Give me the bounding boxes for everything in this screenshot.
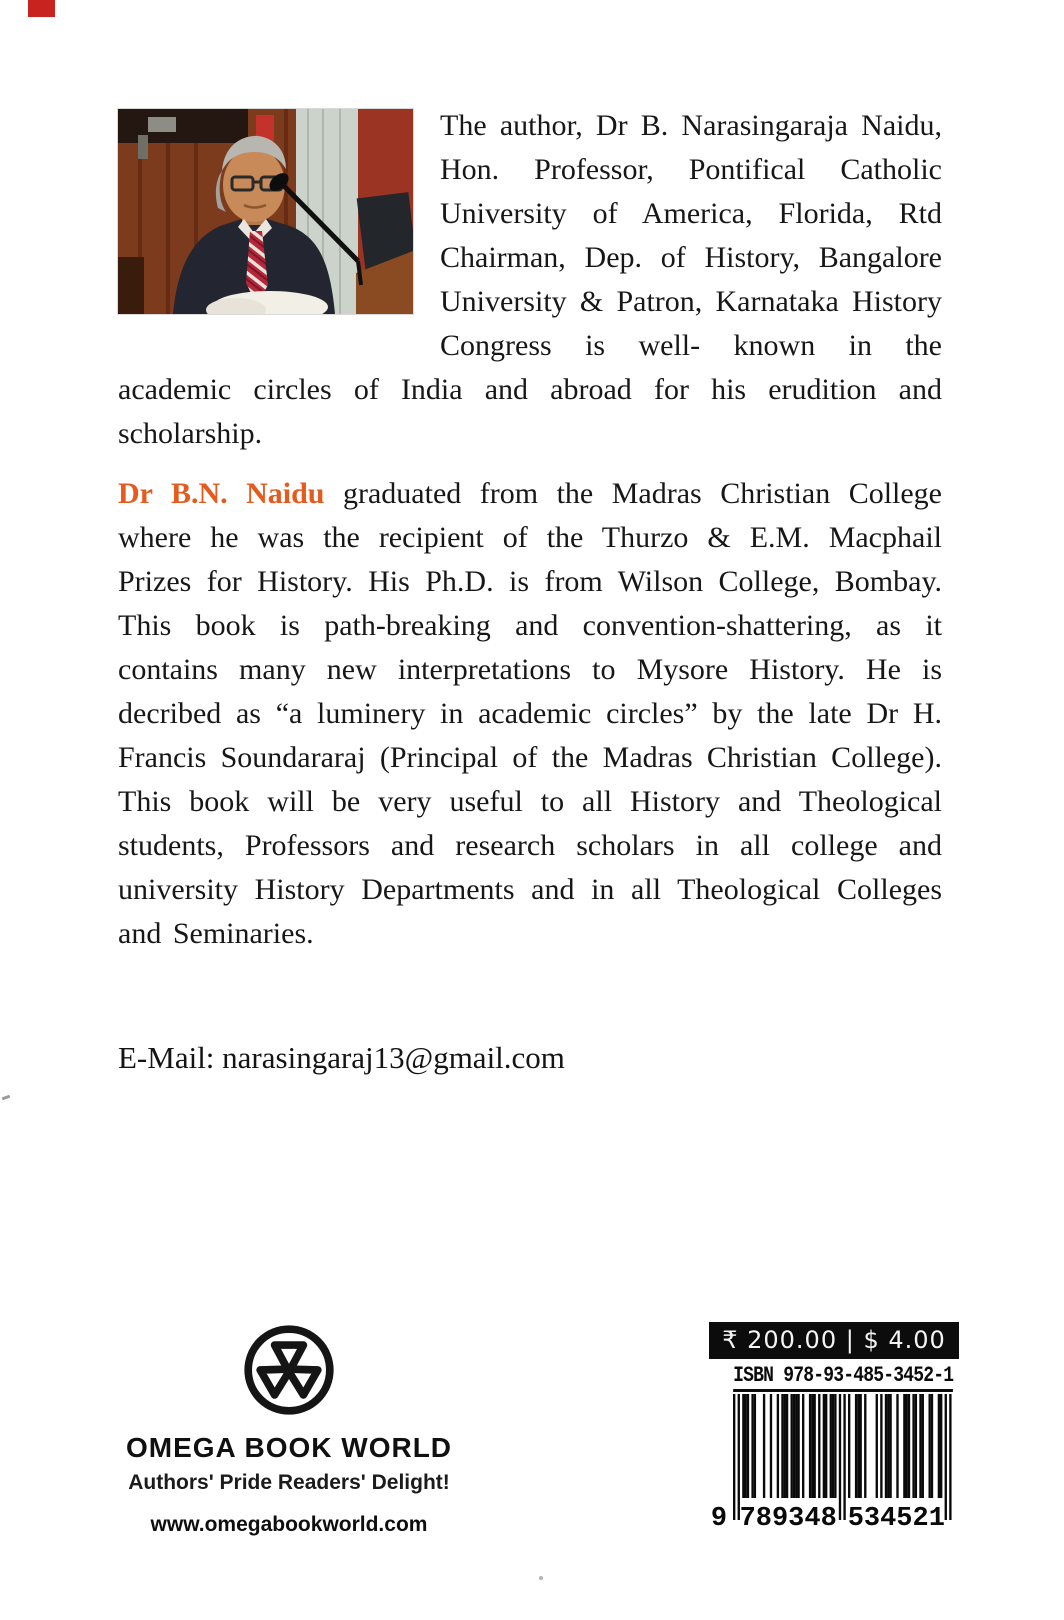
bio-paragraph-text: graduated from the Madras Christian College where he was the recipient of the Thurzo & E.M. Macphail Prizes for History. His Ph.D. is from Wilson College, Bombay. This book is path-breaking and convention-shattering, as it contains many new interpretations to Mysore History. He is decribed as “a luminery in academic circles” by the late Dr H. Francis Soundararaj (Principal of the Madras Christian College). This book will be very useful to all History and Theological students, Professors and research scholars in all college and university History Departments and in all Theological Colleges and Seminaries. xyxy=(118,477,942,950)
bio-paragraph xyxy=(118,472,942,956)
author-name-highlight: Dr B.N. Naidu xyxy=(118,477,325,510)
isbn-row xyxy=(709,1359,959,1392)
author-photo-illustration xyxy=(118,109,413,314)
isbn-label: ISBN 978-93-485-3452-1 xyxy=(733,1363,953,1392)
publisher-website: www.omegabookworld.com xyxy=(150,1513,428,1536)
scan-artifact-dash xyxy=(2,1095,11,1101)
publisher-block xyxy=(118,1322,460,1537)
purchase-block xyxy=(709,1322,959,1530)
scan-artifact-dot xyxy=(539,1576,543,1580)
author-paragraph xyxy=(118,104,942,456)
price-badge: ₹ 200.00 | $ 4.00 xyxy=(709,1322,959,1359)
svg-text:9: 9 xyxy=(710,1504,728,1530)
email-line: E-Mail: narasingaraj13@gmail.com xyxy=(118,1040,565,1075)
cover-text-block xyxy=(118,104,942,956)
author-paragraph-text: The author, Dr B. Narasingaraja Naidu, Hon. Professor, Pontifical Catholic University of America, Florida, Rtd Chairman, Dep. of History, Bangalore University & Patron, Karnataka History Congress is well- known in the academic circles of India and abroad for his erudition and scholarship. xyxy=(118,109,942,450)
barcode xyxy=(709,1394,959,1530)
svg-text:534521: 534521 xyxy=(847,1504,945,1530)
omega-trefoil-logo-icon xyxy=(241,1322,337,1418)
publisher-name: OMEGA BOOK WORLD xyxy=(125,1432,453,1463)
author-photo xyxy=(118,109,413,314)
publisher-tagline: Authors' Pride Readers' Delight! xyxy=(128,1471,450,1494)
scan-artifact-red-mark xyxy=(28,0,55,17)
svg-text:789348: 789348 xyxy=(739,1504,837,1530)
